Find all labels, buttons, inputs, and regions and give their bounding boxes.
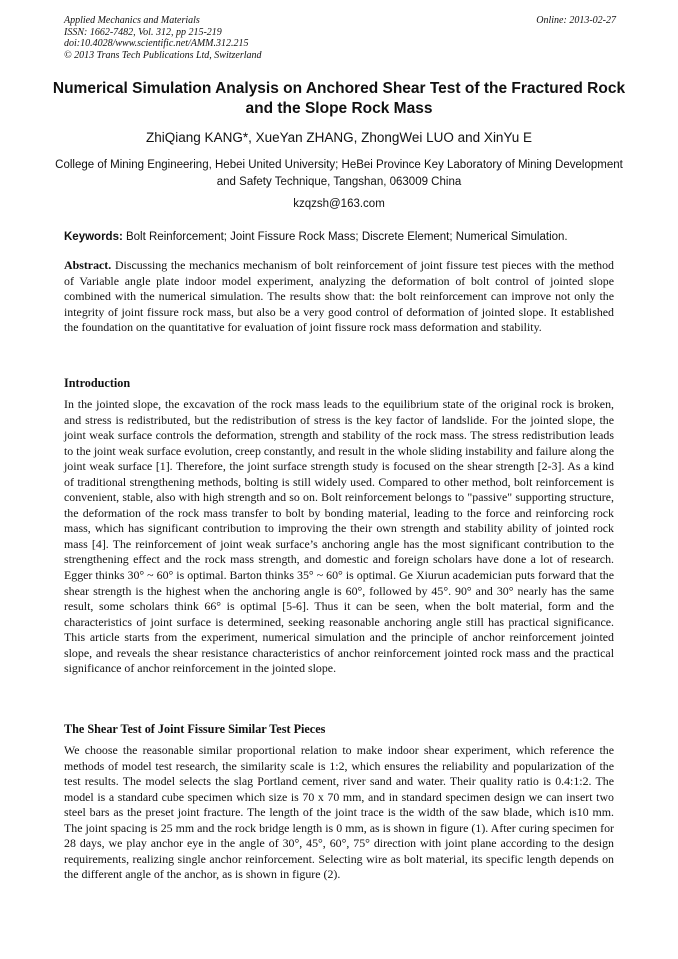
author-list: ZhiQiang KANG*, XueYan ZHANG, ZhongWei LUO and XinYu E [146,130,532,145]
keywords [64,230,624,245]
abstract-text: Discussing the mechanics mechanism of bolt reinforcement of joint fissure test pieces with the method of Variable angle plate indoor model experiment, analyzing the deformation of bolt control of jointed slope combined with the numerical simulation. The results show that: the bolt reinforcement can improve not only the integrity of joint fissure rock mass, but also be a very good control of deformation of jointed slope. It established the foundation on the quantitative for evaluation of joint fissure rock mass deformation and stability. [64,258,614,335]
abstract-label: Abstract. [64,258,112,272]
abstract [64,258,614,336]
paper-title: Numerical Simulation Analysis on Anchored Shear Test of the Fractured Rock and the Slope Rock Mass [52,80,626,117]
doi-line: doi:10.4028/www.scientific.net/AMM.312.215 [64,38,249,49]
issn-line: ISSN: 1662-7482, Vol. 312, pp 215-219 [64,26,222,38]
introduction-text: In the jointed slope, the excavation of the rock mass leads to the equilibrium state of the original rock is broken, and stress is redistributed, but the redistribution of stress is the key factor of landslide. For the jointed slope, the joint weak surface controls the deformation, strength and stability of the rock mass. The stress redistribution leads to the joint weak surface evolution, creep constantly, and result in the whole sliding instability and failure along the joint weak surface [1]. Therefore, the joint surface strength study is focused on the shear strength [2-3]. As a kind of traditional strengthening methods, bolting is still widely used. Compared to other method, bolt reinforcement is convenient, stable, also with high strength and so on. Bolt reinforcement belongs to "passive" supporting structure, the deformation of the rock mass transfer to bolt by bonding material, leading to the force and reinforcing rock mass, which has significant contribution to improving the their own strength and stability ability of jointed rock mass [4]. The reinforcement of joint weak surface’s anchoring angle has the most significant contribution to the strengthening effect and the rock mass strength, and domestic and foreign scholars have done a lot of research. Egger thinks 30° ~ 60° is optimal. Barton thinks 35° ~ 60° is optimal. Ge Xiurun academician puts forward that the shear strength is the highest when the anchoring angle is 60°, followed by 45°. 90° and 30° nearly has the same result, some scholars think 66° is optimal [5-6]. Thus it can be seen, when the bolt material, form and the characteristics of joint surface is determined, seeking reasonable anchoring angle still has practical significance. This article starts from the experiment, numerical simulation and the principle of anchor reinforcement jointed slope, and reveals the shear resistance characteristics of anchor reinforcement jointed rock mass and the practical significance of anchor reinforcement in the jointed slope. [64,397,614,676]
introduction-heading: Introduction [64,376,131,390]
keywords-text: Bolt Reinforcement; Joint Fissure Rock Mass; Discrete Element; Numerical Simulation. [122,231,568,243]
copyright-line: © 2013 Trans Tech Publications Ltd, Switzerland [64,49,262,61]
shear-test-text: We choose the reasonable similar proportional relation to make indoor shear experiment, which reference the methods of model test research, the similarity scale is 1:2, which ensures the reliability and popularization of the test results. The model selects the slag Portland cement, river sand and water. Their quality ratio is 0.4:1:2. The model is a standard cube specimen which size is 70 x 70 mm, and in standard specimen design we can insert two steel bars as the preset joint fracture. The length of the joint trace is the width of the saw blade, which is10 mm. The joint spacing is 25 mm and the rock bridge length is 0 mm, as is shown in figure (1). After curing specimen for 28 days, we play anchor eye in the angle of 30°, 45°, 60°, 75° direction with joint plane according to the design requirements, realizing single anchor reinforcement. Selecting wire as bolt material, its specific length depends on the different angle of the anchor, as is shown in figure (2). [64,743,614,882]
online-date: Online: 2013-02-27 [536,15,616,26]
shear-test-heading: The Shear Test of Joint Fissure Similar Test Pieces [64,722,326,736]
email: kzqzsh@163.com [293,198,385,210]
affiliation: College of Mining Engineering, Hebei United University; HeBei Province Key Laboratory of Mining Development and Safety Technique, Tangshan, 063009 China [55,159,623,188]
journal-name: Applied Mechanics and Materials [64,15,200,26]
journal-header [64,15,616,61]
keywords-label: Keywords: [64,231,123,243]
